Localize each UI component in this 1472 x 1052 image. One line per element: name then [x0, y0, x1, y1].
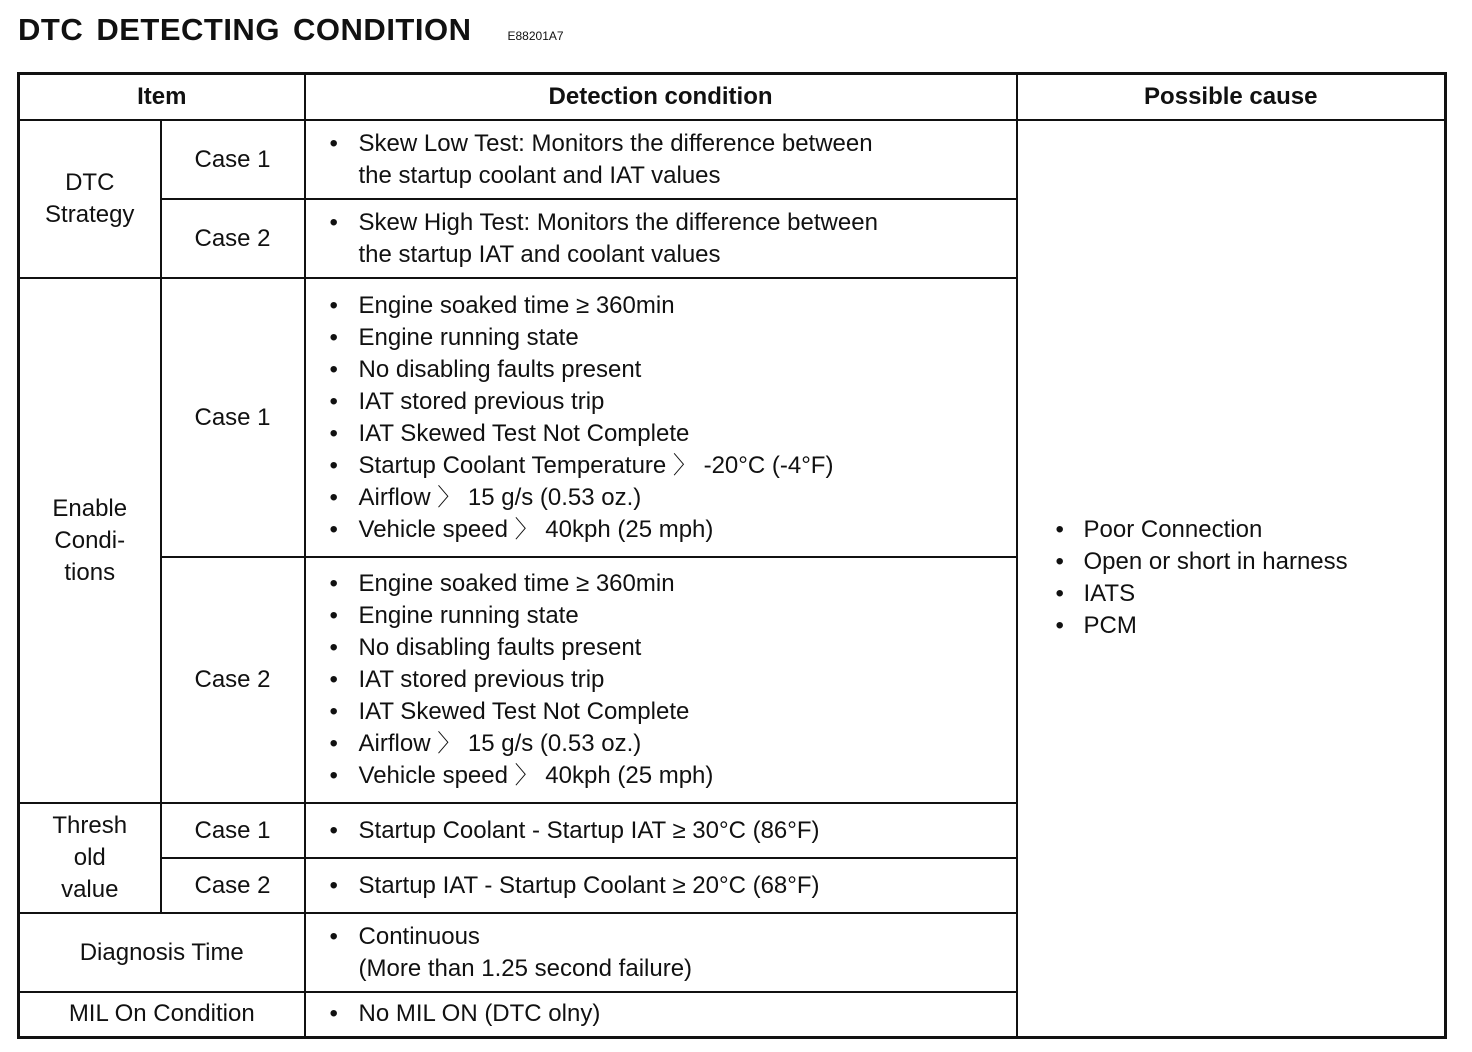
mil-on-condition-label: MIL On Condition [19, 992, 305, 1037]
detection-condition-cell [305, 199, 1017, 278]
condition-list [328, 207, 1006, 239]
dtc-condition-table [17, 72, 1447, 1039]
condition-item: • IAT stored previous trip [328, 664, 1006, 696]
condition-list [328, 568, 1006, 792]
condition-item: • Vehicle speed 〉 40kph (25 mph) [328, 514, 1006, 546]
item-label-line: Condi- [54, 526, 126, 554]
detection-condition-cell [305, 992, 1017, 1037]
condition-continuation: (More than 1.25 second failure) [358, 954, 693, 982]
condition-item: • Continuous [328, 921, 1006, 953]
possible-cause-item: • Poor Connection [1054, 514, 1445, 546]
detection-condition-cell [305, 557, 1017, 803]
header-item: Item [19, 74, 305, 121]
condition-item: • Vehicle speed 〉 40kph (25 mph) [328, 760, 1006, 792]
detection-condition-cell [305, 803, 1017, 858]
condition-item: • IAT Skewed Test Not Complete [328, 418, 1006, 450]
possible-cause-item: • IATS [1054, 578, 1445, 610]
case-label: Case 2 [161, 858, 305, 913]
item-label-line: Thresh [52, 812, 128, 839]
possible-cause-list [1054, 514, 1445, 642]
item-label-line: DTC [65, 169, 115, 196]
case-label: Case 2 [161, 199, 305, 278]
detection-condition-cell [305, 120, 1017, 199]
condition-continuation: the startup coolant and IAT values [358, 161, 721, 189]
condition-item: • Skew Low Test: Monitors the difference between [328, 128, 1006, 160]
diagnosis-time-label: Diagnosis Time [19, 913, 305, 992]
condition-list [328, 290, 1006, 546]
table-row [19, 120, 1446, 199]
detection-condition-cell [305, 913, 1017, 992]
enable-conditions-label [19, 278, 161, 803]
condition-item: • No disabling faults present [328, 632, 1006, 664]
item-label-line: Strategy [45, 201, 135, 228]
item-label-line: value [61, 876, 119, 903]
condition-item: • Engine running state [328, 322, 1006, 354]
header-possible-cause: Possible cause [1017, 74, 1446, 121]
case-label: Case 1 [161, 803, 305, 858]
dtc-strategy-label [19, 120, 161, 278]
document-title-block [18, 8, 564, 52]
item-label-line: old [73, 844, 106, 871]
condition-list [328, 870, 1006, 902]
detection-condition-cell [305, 278, 1017, 557]
condition-item: • IAT Skewed Test Not Complete [328, 696, 1006, 728]
condition-item: • No disabling faults present [328, 354, 1006, 386]
condition-item: • Engine soaked time ≥ 360min [328, 290, 1006, 322]
condition-list [328, 815, 1006, 847]
condition-list [328, 921, 1006, 953]
item-label-line: Enable [52, 494, 128, 522]
possible-cause-item: • Open or short in harness [1054, 546, 1445, 578]
condition-item: • Airflow 〉 15 g/s (0.53 oz.) [328, 482, 1006, 514]
detection-condition-cell [305, 858, 1017, 913]
document-code: E88201A7 [507, 29, 564, 43]
condition-item: • Skew High Test: Monitors the difference between [328, 207, 1006, 239]
threshold-label [19, 803, 161, 913]
item-label-line: tions [64, 558, 116, 586]
condition-list [328, 998, 1006, 1030]
condition-item: • Engine running state [328, 600, 1006, 632]
case-label: Case 1 [161, 120, 305, 199]
condition-item: • IAT stored previous trip [328, 386, 1006, 418]
possible-cause-cell [1017, 120, 1446, 1037]
document-title: DTC DETECTING CONDITION [18, 12, 472, 47]
condition-item: • Startup Coolant - Startup IAT ≥ 30°C (86°F) [328, 815, 1006, 847]
header-row [19, 74, 1446, 121]
condition-item: • No MIL ON (DTC olny) [328, 998, 1006, 1030]
condition-item: • Startup IAT - Startup Coolant ≥ 20°C (68°F) [328, 870, 1006, 902]
condition-item: • Airflow 〉 15 g/s (0.53 oz.) [328, 728, 1006, 760]
condition-item: • Engine soaked time ≥ 360min [328, 568, 1006, 600]
case-label: Case 2 [161, 557, 305, 803]
header-detection-condition: Detection condition [305, 74, 1017, 121]
condition-item: • Startup Coolant Temperature 〉 -20°C (-4°F) [328, 450, 1006, 482]
case-label: Case 1 [161, 278, 305, 557]
condition-continuation: the startup IAT and coolant values [358, 240, 721, 268]
condition-list [328, 128, 1006, 160]
possible-cause-item: • PCM [1054, 610, 1445, 642]
